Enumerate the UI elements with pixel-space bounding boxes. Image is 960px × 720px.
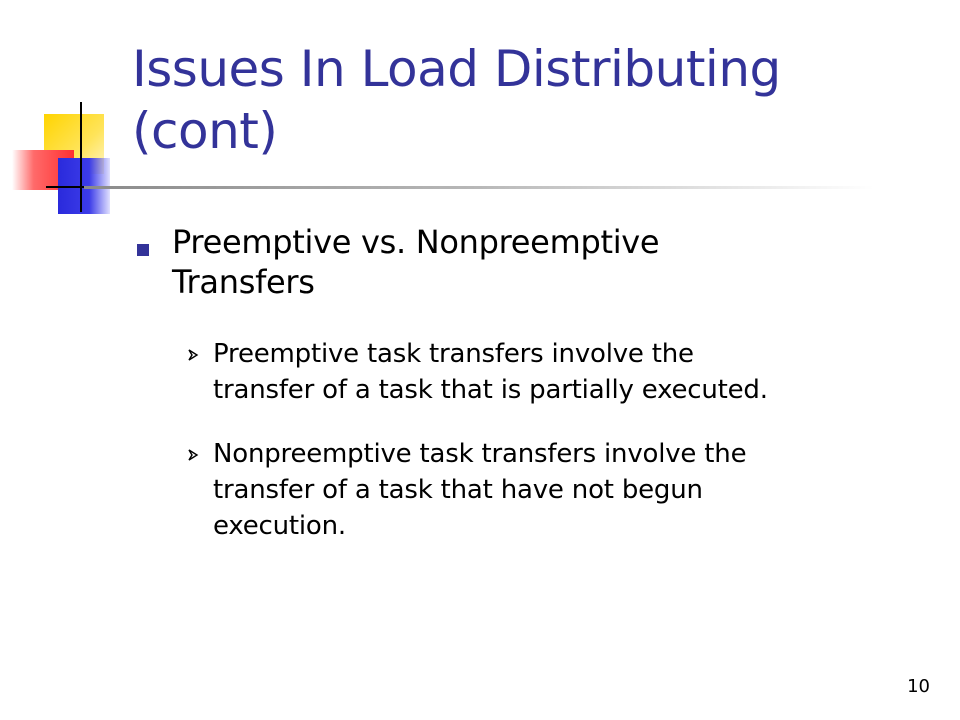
- sub-bullet-2-line-1: Nonpreemptive task transfers involve the: [213, 439, 747, 469]
- logo-vertical-line: [80, 102, 82, 212]
- page-number: 10: [907, 676, 930, 697]
- arrow-bullet-icon: [186, 348, 200, 362]
- arrow-bullet-icon: [186, 448, 200, 462]
- title-line-1: Issues In Load Distributing: [132, 40, 781, 98]
- sub-bullet-2-line-3: execution.: [213, 511, 346, 541]
- color-blocks-logo-icon: [0, 90, 140, 220]
- bullet-main-line-2: Transfers: [172, 263, 315, 301]
- title-divider: [84, 186, 874, 189]
- sub-bullet-1-line-2: transfer of a task that is partially executed.: [213, 375, 768, 405]
- sub-bullet-1-line-1: Preemptive task transfers involve the: [213, 339, 694, 369]
- square-bullet-icon: [137, 244, 149, 256]
- title-line-2: (cont): [132, 102, 278, 160]
- sub-bullet-preemptive: [213, 336, 913, 408]
- bullet-main-line-1: Preemptive vs. Nonpreemptive: [172, 223, 660, 261]
- sub-bullet-nonpreemptive: [213, 436, 913, 544]
- slide-title: [132, 38, 912, 162]
- sub-bullet-2-line-2: transfer of a task that have not begun: [213, 475, 703, 505]
- bullet-main: [172, 222, 872, 302]
